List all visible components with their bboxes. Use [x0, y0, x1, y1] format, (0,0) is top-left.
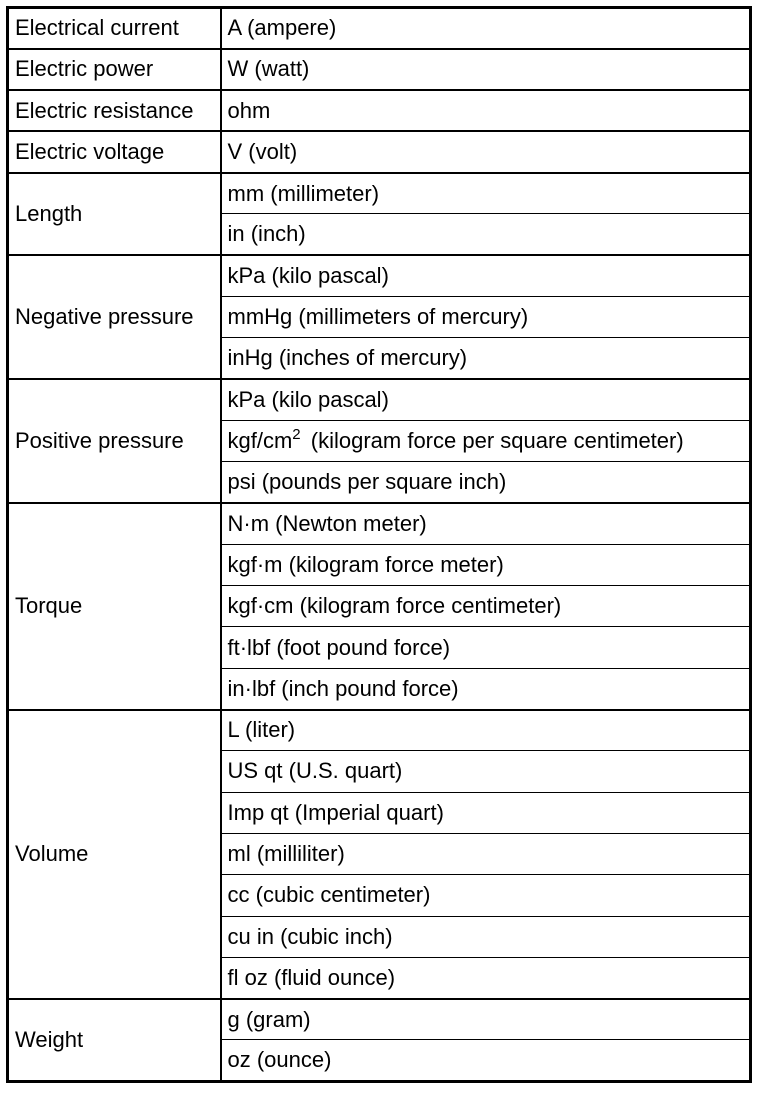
unit-cell: oz (ounce) — [221, 1040, 751, 1081]
unit-cell: mmHg (millimeters of mercury) — [221, 297, 751, 338]
table-row — [8, 173, 751, 214]
unit-cell: inHg (inches of mercury) — [221, 338, 751, 379]
quantity-cell: Electric voltage — [8, 131, 221, 172]
units-table — [6, 6, 752, 1083]
unit-cell: cc (cubic centimeter) — [221, 875, 751, 916]
quantity-cell: Volume — [8, 710, 221, 999]
quantity-cell: Length — [8, 173, 221, 256]
unit-cell: kPa (kilo pascal) — [221, 255, 751, 296]
unit-cell: ft·lbf (foot pound force) — [221, 627, 751, 668]
quantity-cell: Positive pressure — [8, 379, 221, 503]
table-row — [8, 999, 751, 1040]
table-row — [8, 710, 751, 751]
quantity-cell: Electric resistance — [8, 90, 221, 131]
unit-cell: Imp qt (Imperial quart) — [221, 792, 751, 833]
unit-exponent: 2 — [292, 426, 301, 444]
unit-cell-superscript — [221, 420, 751, 461]
table-row — [8, 49, 751, 90]
unit-cell: mm (millimeter) — [221, 173, 751, 214]
unit-description: (kilogram force per square centimeter) — [310, 428, 684, 454]
unit-cell: N·m (Newton meter) — [221, 503, 751, 544]
unit-cell: g (gram) — [221, 999, 751, 1040]
quantity-cell: Negative pressure — [8, 255, 221, 379]
quantity-cell: Electric power — [8, 49, 221, 90]
unit-base: kgf/cm — [227, 428, 293, 454]
quantity-cell: Electrical current — [8, 8, 221, 49]
unit-cell: kgf·m (kilogram force meter) — [221, 544, 751, 585]
unit-cell: A (ampere) — [221, 8, 751, 49]
unit-cell: psi (pounds per square inch) — [221, 462, 751, 503]
unit-cell: kgf·cm (kilogram force centimeter) — [221, 586, 751, 627]
table-row — [8, 131, 751, 172]
unit-cell: ml (milliliter) — [221, 833, 751, 874]
unit-cell: fl oz (fluid ounce) — [221, 957, 751, 998]
unit-cell: in (inch) — [221, 214, 751, 255]
table-row — [8, 8, 751, 49]
table-row — [8, 503, 751, 544]
unit-cell: in·lbf (inch pound force) — [221, 668, 751, 709]
table-row — [8, 90, 751, 131]
table-row — [8, 255, 751, 296]
quantity-cell: Weight — [8, 999, 221, 1082]
unit-cell: US qt (U.S. quart) — [221, 751, 751, 792]
unit-cell: V (volt) — [221, 131, 751, 172]
unit-cell: ohm — [221, 90, 751, 131]
unit-cell: cu in (cubic inch) — [221, 916, 751, 957]
unit-cell: kPa (kilo pascal) — [221, 379, 751, 420]
table-row — [8, 379, 751, 420]
unit-cell: W (watt) — [221, 49, 751, 90]
quantity-cell: Torque — [8, 503, 221, 709]
unit-cell: L (liter) — [221, 710, 751, 751]
